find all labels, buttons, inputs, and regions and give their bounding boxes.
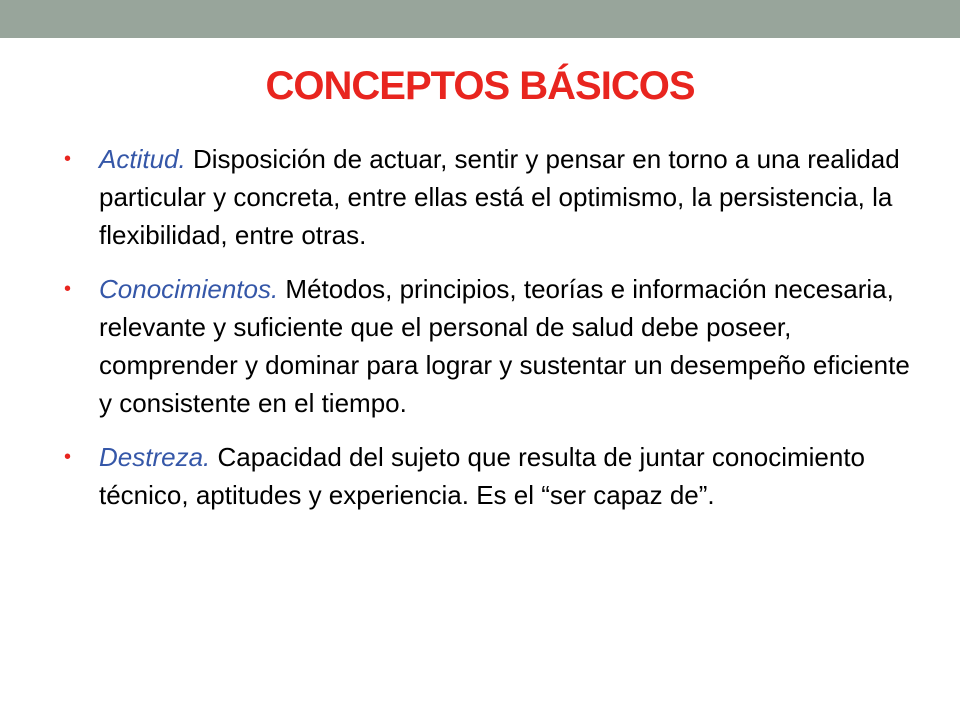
definition-conocimientos: Métodos, principios, teorías e información necesaria, relevante y suficiente que el personal de salud debe poseer, comprender y dominar para lograr y sustentar un desempeño eficiente y consistente en el tiempo. xyxy=(99,274,910,418)
bullet-item-conocimientos xyxy=(64,270,914,422)
bullet-dot-icon: • xyxy=(64,446,72,468)
definition-actitud: Disposición de actuar, sentir y pensar en torno a una realidad particular y concreta, entre ellas está el optimismo, la persistencia, la flexibilidad, entre otras. xyxy=(99,144,900,250)
slide-title: CONCEPTOS BÁSICOS xyxy=(265,64,695,108)
term-destreza: Destreza. xyxy=(99,442,211,472)
term-actitud: Actitud. xyxy=(99,144,186,174)
bullet-list xyxy=(64,140,914,530)
top-accent-bar xyxy=(0,0,960,38)
term-conocimientos: Conocimientos. xyxy=(99,274,279,304)
bullet-item-actitud xyxy=(64,140,914,254)
bullet-item-destreza xyxy=(64,438,914,514)
bullet-dot-icon: • xyxy=(64,148,72,170)
definition-destreza: Capacidad del sujeto que resulta de juntar conocimiento técnico, aptitudes y experiencia. Es el “ser capaz de”. xyxy=(99,442,866,510)
bullet-dot-icon: • xyxy=(64,278,72,300)
